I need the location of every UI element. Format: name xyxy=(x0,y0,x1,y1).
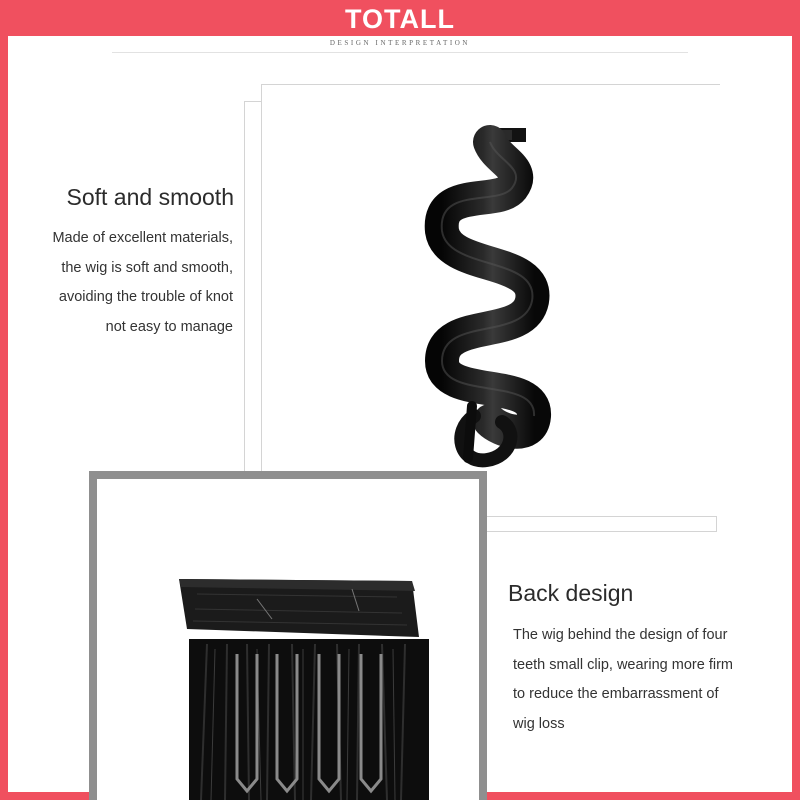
brand-logo[interactable]: TOTALL xyxy=(345,4,455,34)
frame-line-back-bottom xyxy=(487,531,717,532)
feature-back-line: to reduce the embarrassment of xyxy=(513,686,719,702)
frame-line-outer-bottom xyxy=(487,516,717,517)
feature-description-back xyxy=(513,621,733,739)
feature-back-line: The wig behind the design of four xyxy=(513,627,728,643)
feature-title-soft: Soft and smooth xyxy=(66,184,234,210)
clip-closeup-icon xyxy=(97,479,479,800)
detail-photo-frame xyxy=(89,471,487,800)
feature-soft-line: avoiding the trouble of knot xyxy=(58,289,233,305)
feature-back-line: teeth small clip, wearing more firm xyxy=(513,656,733,673)
feature-description-soft xyxy=(10,224,233,342)
feature-title-back: Back design xyxy=(508,580,634,606)
feature-soft-line: not easy to manage xyxy=(105,318,233,335)
feature-soft-line: Made of excellent materials, xyxy=(52,230,233,246)
feature-soft-line: the wig is soft and smooth, xyxy=(61,259,233,276)
product-image xyxy=(262,86,718,516)
subtitle-divider xyxy=(112,52,688,53)
section-subtitle: DESIGN INTERPRETATION xyxy=(329,39,471,47)
feature-back-line: wig loss xyxy=(513,715,565,732)
frame-line-outer-right xyxy=(716,516,717,532)
frame-right-border xyxy=(792,0,800,800)
wavy-wig-icon xyxy=(262,86,718,516)
frame-line-outer-top xyxy=(261,84,720,85)
frame-left-border xyxy=(0,0,8,800)
frame-line-back-left xyxy=(244,101,245,471)
frame-line-back-top xyxy=(244,101,261,102)
detail-photo xyxy=(97,479,479,800)
